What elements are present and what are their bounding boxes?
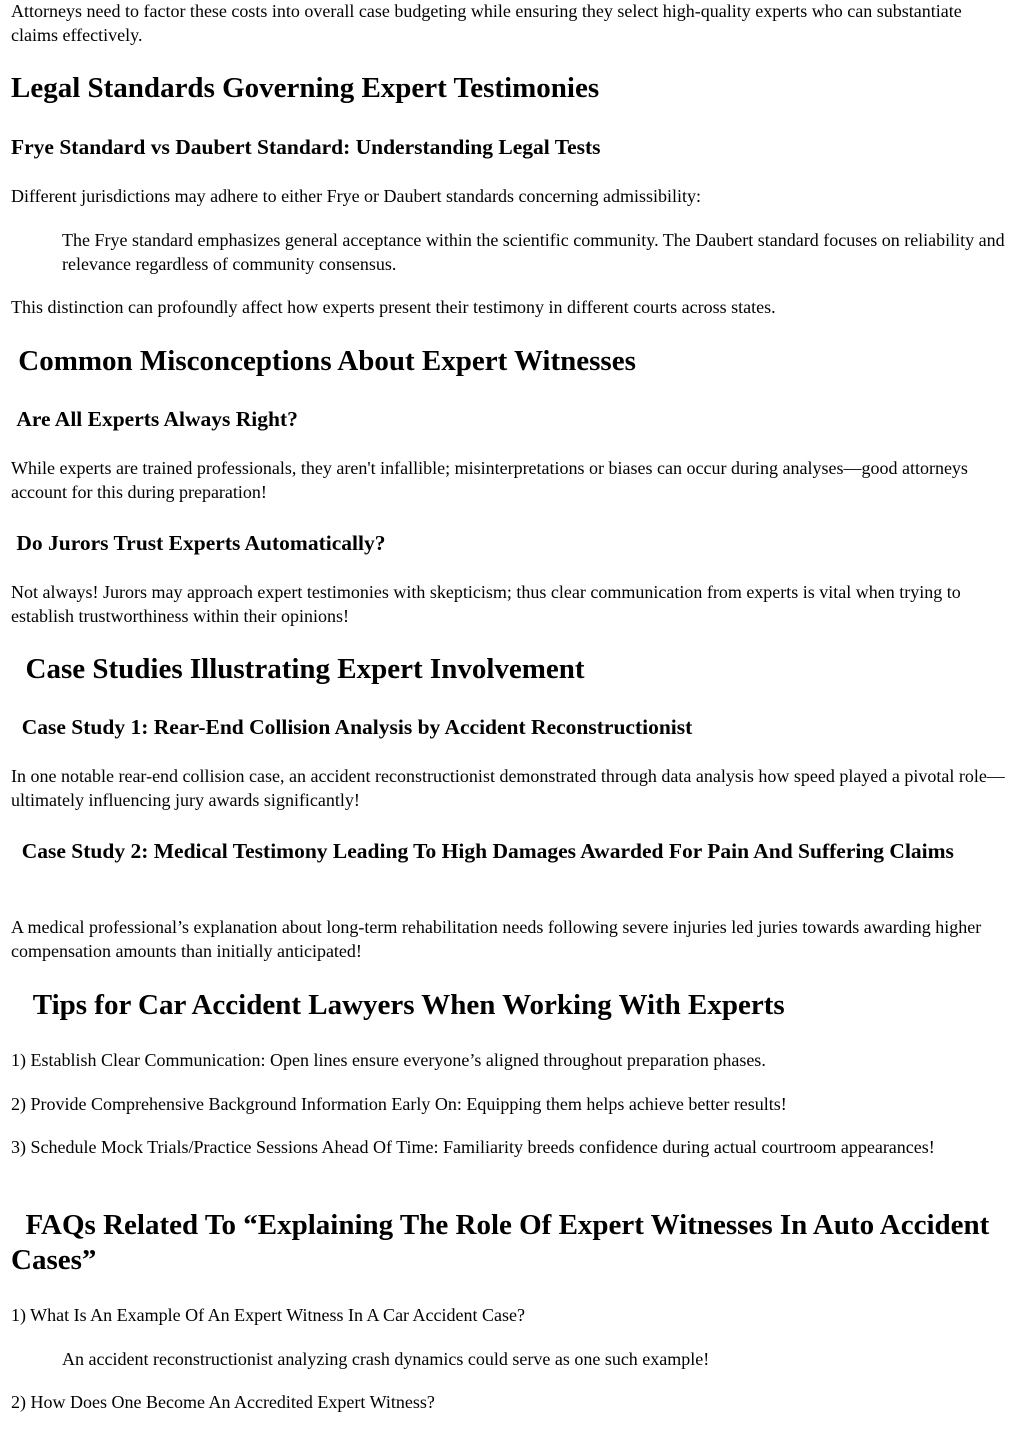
- paragraph-faq-2-question: 2) How Does One Become An Accredited Expert Witness?: [11, 1392, 435, 1412]
- heading-legal-standards: Legal Standards Governing Expert Testimonies: [11, 72, 600, 104]
- paragraph-tip-2: 2) Provide Comprehensive Background Information Early On: Equipping them helps achieve better results!: [11, 1094, 787, 1114]
- paragraph-tip-1: 1) Establish Clear Communication: Open lines ensure everyone’s aligned throughout preparation phases.: [11, 1050, 766, 1070]
- blockquote-faq-1-answer: An accident reconstructionist analyzing crash dynamics could serve as one such example!: [62, 1349, 710, 1369]
- paragraph-jurors-skepticism: Not always! Jurors may approach expert testimonies with skepticism; thus clear communication from experts is vital when trying to establish trustworthiness within their opinions!: [11, 582, 966, 626]
- heading-case-studies: Case Studies Illustrating Expert Involvement: [11, 653, 585, 685]
- subheading-case-study-1: Case Study 1: Rear-End Collision Analysis by Accident Reconstructionist: [11, 715, 693, 739]
- paragraph-case-study-2: A medical professional’s explanation about long-term rehabilitation needs following severe injuries led juries towards awarding higher compensation amounts than initially anticipated!: [11, 917, 986, 961]
- heading-faqs: FAQs Related To “Explaining The Role Of Expert Witnesses In Auto Accident Cases”: [11, 1209, 997, 1276]
- paragraph-distinction: This distinction can profoundly affect how experts present their testimony in different courts across states.: [11, 297, 776, 317]
- subheading-experts-always-right: Are All Experts Always Right?: [11, 407, 298, 431]
- heading-misconceptions: Common Misconceptions About Expert Witnesses: [11, 345, 636, 377]
- paragraph-case-study-1: In one notable rear-end collision case, an accident reconstructionist demonstrated through data analysis how speed played a pivotal role—ultimately influencing jury awards significantly!: [11, 766, 1005, 810]
- paragraph-budgeting: Attorneys need to factor these costs into overall case budgeting while ensuring they select high-quality experts who can substantiate claims effectively.: [11, 1, 967, 45]
- paragraph-tip-3: 3) Schedule Mock Trials/Practice Sessions Ahead Of Time: Familiarity breeds confidence during actual courtroom appearances!: [11, 1137, 935, 1157]
- heading-tips: Tips for Car Accident Lawyers When Working With Experts: [11, 989, 785, 1021]
- blockquote-frye-daubert: The Frye standard emphasizes general acceptance within the scientific community. The Daubert standard focuses on reliability and relevance regardless of community consensus.: [62, 230, 1010, 274]
- paragraph-jurisdictions: Different jurisdictions may adhere to either Frye or Daubert standards concerning admissibility:: [11, 186, 701, 206]
- subheading-frye-vs-daubert: Frye Standard vs Daubert Standard: Understanding Legal Tests: [11, 135, 601, 159]
- subheading-case-study-2: Case Study 2: Medical Testimony Leading To High Damages Awarded For Pain And Suffering Claims: [11, 839, 954, 863]
- subheading-jurors-trust: Do Jurors Trust Experts Automatically?: [11, 531, 386, 555]
- paragraph-faq-1-question: 1) What Is An Example Of An Expert Witness In A Car Accident Case?: [11, 1305, 526, 1325]
- paragraph-experts-infallible: While experts are trained professionals, they aren't infallible; misinterpretations or biases can occur during analyses—good attorneys account for this during preparation!: [11, 458, 973, 502]
